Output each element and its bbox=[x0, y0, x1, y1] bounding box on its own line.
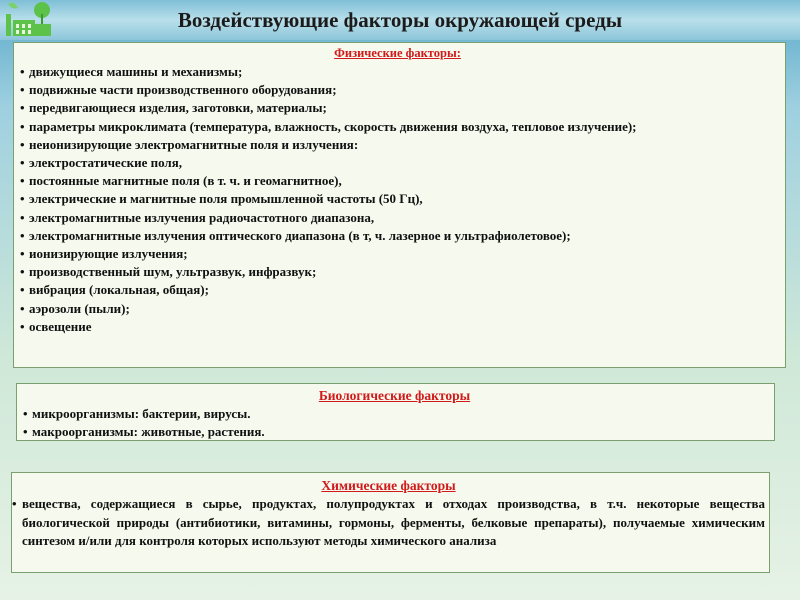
biological-factors-heading: Биологические факторы bbox=[318, 388, 471, 403]
list-item: • макроорганизмы: животные, растения. bbox=[23, 423, 766, 441]
list-item: • электромагнитные излучения оптического диапазона (в т, ч. лазерное и ультрафиолетовое); bbox=[20, 227, 775, 245]
chemical-factors-panel bbox=[11, 472, 770, 573]
physical-factors-heading: Физические факторы: bbox=[334, 46, 461, 60]
list-item: • движущиеся машины и механизмы; bbox=[20, 63, 775, 81]
list-item: • электромагнитные излучения радиочастотного диапазона, bbox=[20, 209, 775, 227]
list-item: • параметры микроклимата (температура, влажность, скорость движения воздуха, тепловое излучение); bbox=[20, 118, 775, 136]
list-item: • электростатические поля, bbox=[20, 154, 775, 172]
list-item: • постоянные магнитные поля (в т. ч. и геомагнитное), bbox=[20, 172, 775, 190]
physical-factors-panel bbox=[13, 42, 786, 368]
list-item: • освещение bbox=[20, 318, 775, 336]
list-item: • производственный шум, ультразвук, инфразвук; bbox=[20, 263, 775, 281]
list-item: • неионизирующие электромагнитные поля и излучения: bbox=[20, 136, 775, 154]
list-item: • вибрация (локальная, общая); bbox=[20, 281, 775, 299]
physical-factors-list bbox=[20, 63, 775, 336]
list-item: • подвижные части производственного оборудования; bbox=[20, 81, 775, 99]
slide-title: Воздействующие факторы окружающей среды bbox=[177, 8, 623, 32]
biological-factors-list bbox=[23, 405, 766, 441]
chemical-factors-heading: Химические факторы bbox=[321, 478, 456, 493]
biological-factors-panel bbox=[16, 383, 775, 441]
list-item: • электрические и магнитные поля промышленной частоты (50 Гц), bbox=[20, 190, 775, 208]
list-item: • аэрозоли (пыли); bbox=[20, 300, 775, 318]
list-item: • микроорганизмы: бактерии, вирусы. bbox=[23, 405, 766, 423]
list-item: • передвигающиеся изделия, заготовки, материалы; bbox=[20, 99, 775, 117]
list-item: • вещества, содержащиеся в сырье, продуктах, полупродуктах и отходах производства, в т.ч. некоторые вещества биологической природы (антибиотики, витамины, гормоны, ферменты, белковые препараты), получаемые химическим синтезом и/или для контроля которых используют методы химического анализа bbox=[12, 495, 765, 551]
list-item: • ионизирующие излучения; bbox=[20, 245, 775, 263]
chemical-factors-list bbox=[12, 495, 765, 551]
